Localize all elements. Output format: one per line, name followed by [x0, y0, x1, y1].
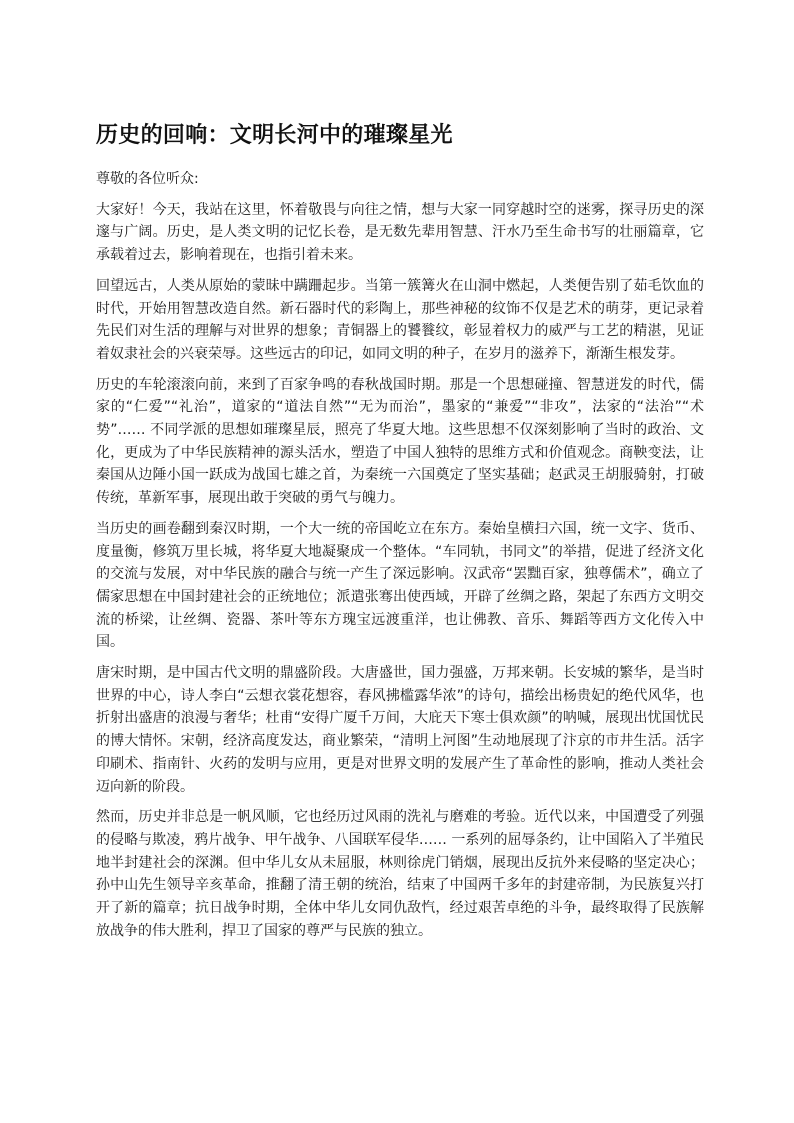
- paragraph-6: 然而，历史并非总是一帆风顺，它也经历过风雨的洗礼与磨难的考验。近代以来，中国遭受了列强的侵略与欺凌，鸦片战争、甲午战争、八国联军侵华…… 一系列的屈辱条约，让中国陷入了半殖民地半封建社会的深渊。但中华儿女从未屈服，林则徐虎门销烟，展现出反抗外来侵略的坚定决心；孙中山先生领导辛亥革命，推翻了清王朝的统治，结束了中国两千多年的封建帝制，为民族复兴打开了新的篇章；抗日战争时期，全体中华儿女同仇敌忾，经过艰苦卓绝的斗争，最终取得了民族解放战争的伟大胜利，捍卫了国家的尊严与民族的独立。: [96, 809, 704, 939]
- paragraph-4: 当历史的画卷翻到秦汉时期，一个大一统的帝国屹立在东方。秦始皇横扫六国，统一文字、货币、度量衡，修筑万里长城，将华夏大地凝聚成一个整体。“车同轨，书同文”的举措，促进了经济文化的交流与发展，对中华民族的融合与统一产生了深远影响。汉武帝“罢黜百家，独尊儒术”，确立了儒家思想在中国封建社会的正统地位；派遣张骞出使西域，开辟了丝绸之路，架起了东西方文明交流的桥梁，让丝绸、瓷器、茶叶等东方瑰宝远渡重洋，也让佛教、音乐、舞蹈等西方文化传入中国。: [96, 520, 704, 651]
- paragraph-2: 回望远古，人类从原始的蒙昧中蹒跚起步。当第一簇篝火在山洞中燃起，人类便告别了茹毛饮血的时代，开始用智慧改造自然。新石器时代的彩陶上，那些神秘的纹饰不仅是艺术的萌芽，更记录着先民们对生活的理解与对世界的想象；青铜器上的饕餮纹，彰显着权力的威严与工艺的精湛，见证着奴隶社会的兴衰荣辱。这些远古的印记，如同文明的种子，在岁月的滋养下，渐渐生根发芽。: [96, 277, 704, 362]
- paragraph-3: 历史的车轮滚滚向前，来到了百家争鸣的春秋战国时期。那是一个思想碰撞、智慧迸发的时代，儒家的“仁爱”“礼治”，道家的“道法自然”“无为而治”，墨家的“兼爱”“非攻”，法家的“法治”“术势”…… 不同学派的思想如璀璨星辰，照亮了华夏大地。这些思想不仅深刻影响了当时的政治、文化，更成为了中华民族精神的源头活水，塑造了中国人独特的思维方式和价值观念。商鞅变法，让秦国从边陲小国一跃成为战国七雄之首，为秦统一六国奠定了坚实基础；赵武灵王胡服骑射，打破传统，革新军事，展现出敢于突破的勇气与魄力。: [96, 376, 704, 507]
- document-title: 历史的回响：文明长河中的璀璨星光: [96, 123, 453, 148]
- paragraph-1: 大家好！今天，我站在这里，怀着敬畏与向往之情，想与大家一同穿越时空的迷雾，探寻历史的深邃与广阔。历史，是人类文明的记忆长卷，是无数先辈用智慧、汗水乃至生命书写的壮丽篇章，它承载着过去，影响着现在，也指引着未来。: [96, 201, 704, 264]
- greeting: 尊敬的各位听众:: [96, 171, 199, 187]
- paragraph-5: 唐宋时期，是中国古代文明的鼎盛阶段。大唐盛世，国力强盛，万邦来朝。长安城的繁华，是当时世界的中心，诗人李白“云想衣裳花想容，春风拂槛露华浓”的诗句，描绘出杨贵妃的绝代风华，也折射出盛唐的浪漫与奢华；杜甫“安得广厦千万间，大庇天下寒士俱欢颜”的呐喊，展现出忧国忧民的博大情怀。宋朝，经济高度发达，商业繁荣，“清明上河图”生动地展现了汴京的市井生活。活字印刷术、指南针、火药的发明与应用，更是对世界文明的发展产生了革命性的影响，推动人类社会迈向新的阶段。: [96, 665, 704, 795]
- document-page: [96, 118, 704, 951]
